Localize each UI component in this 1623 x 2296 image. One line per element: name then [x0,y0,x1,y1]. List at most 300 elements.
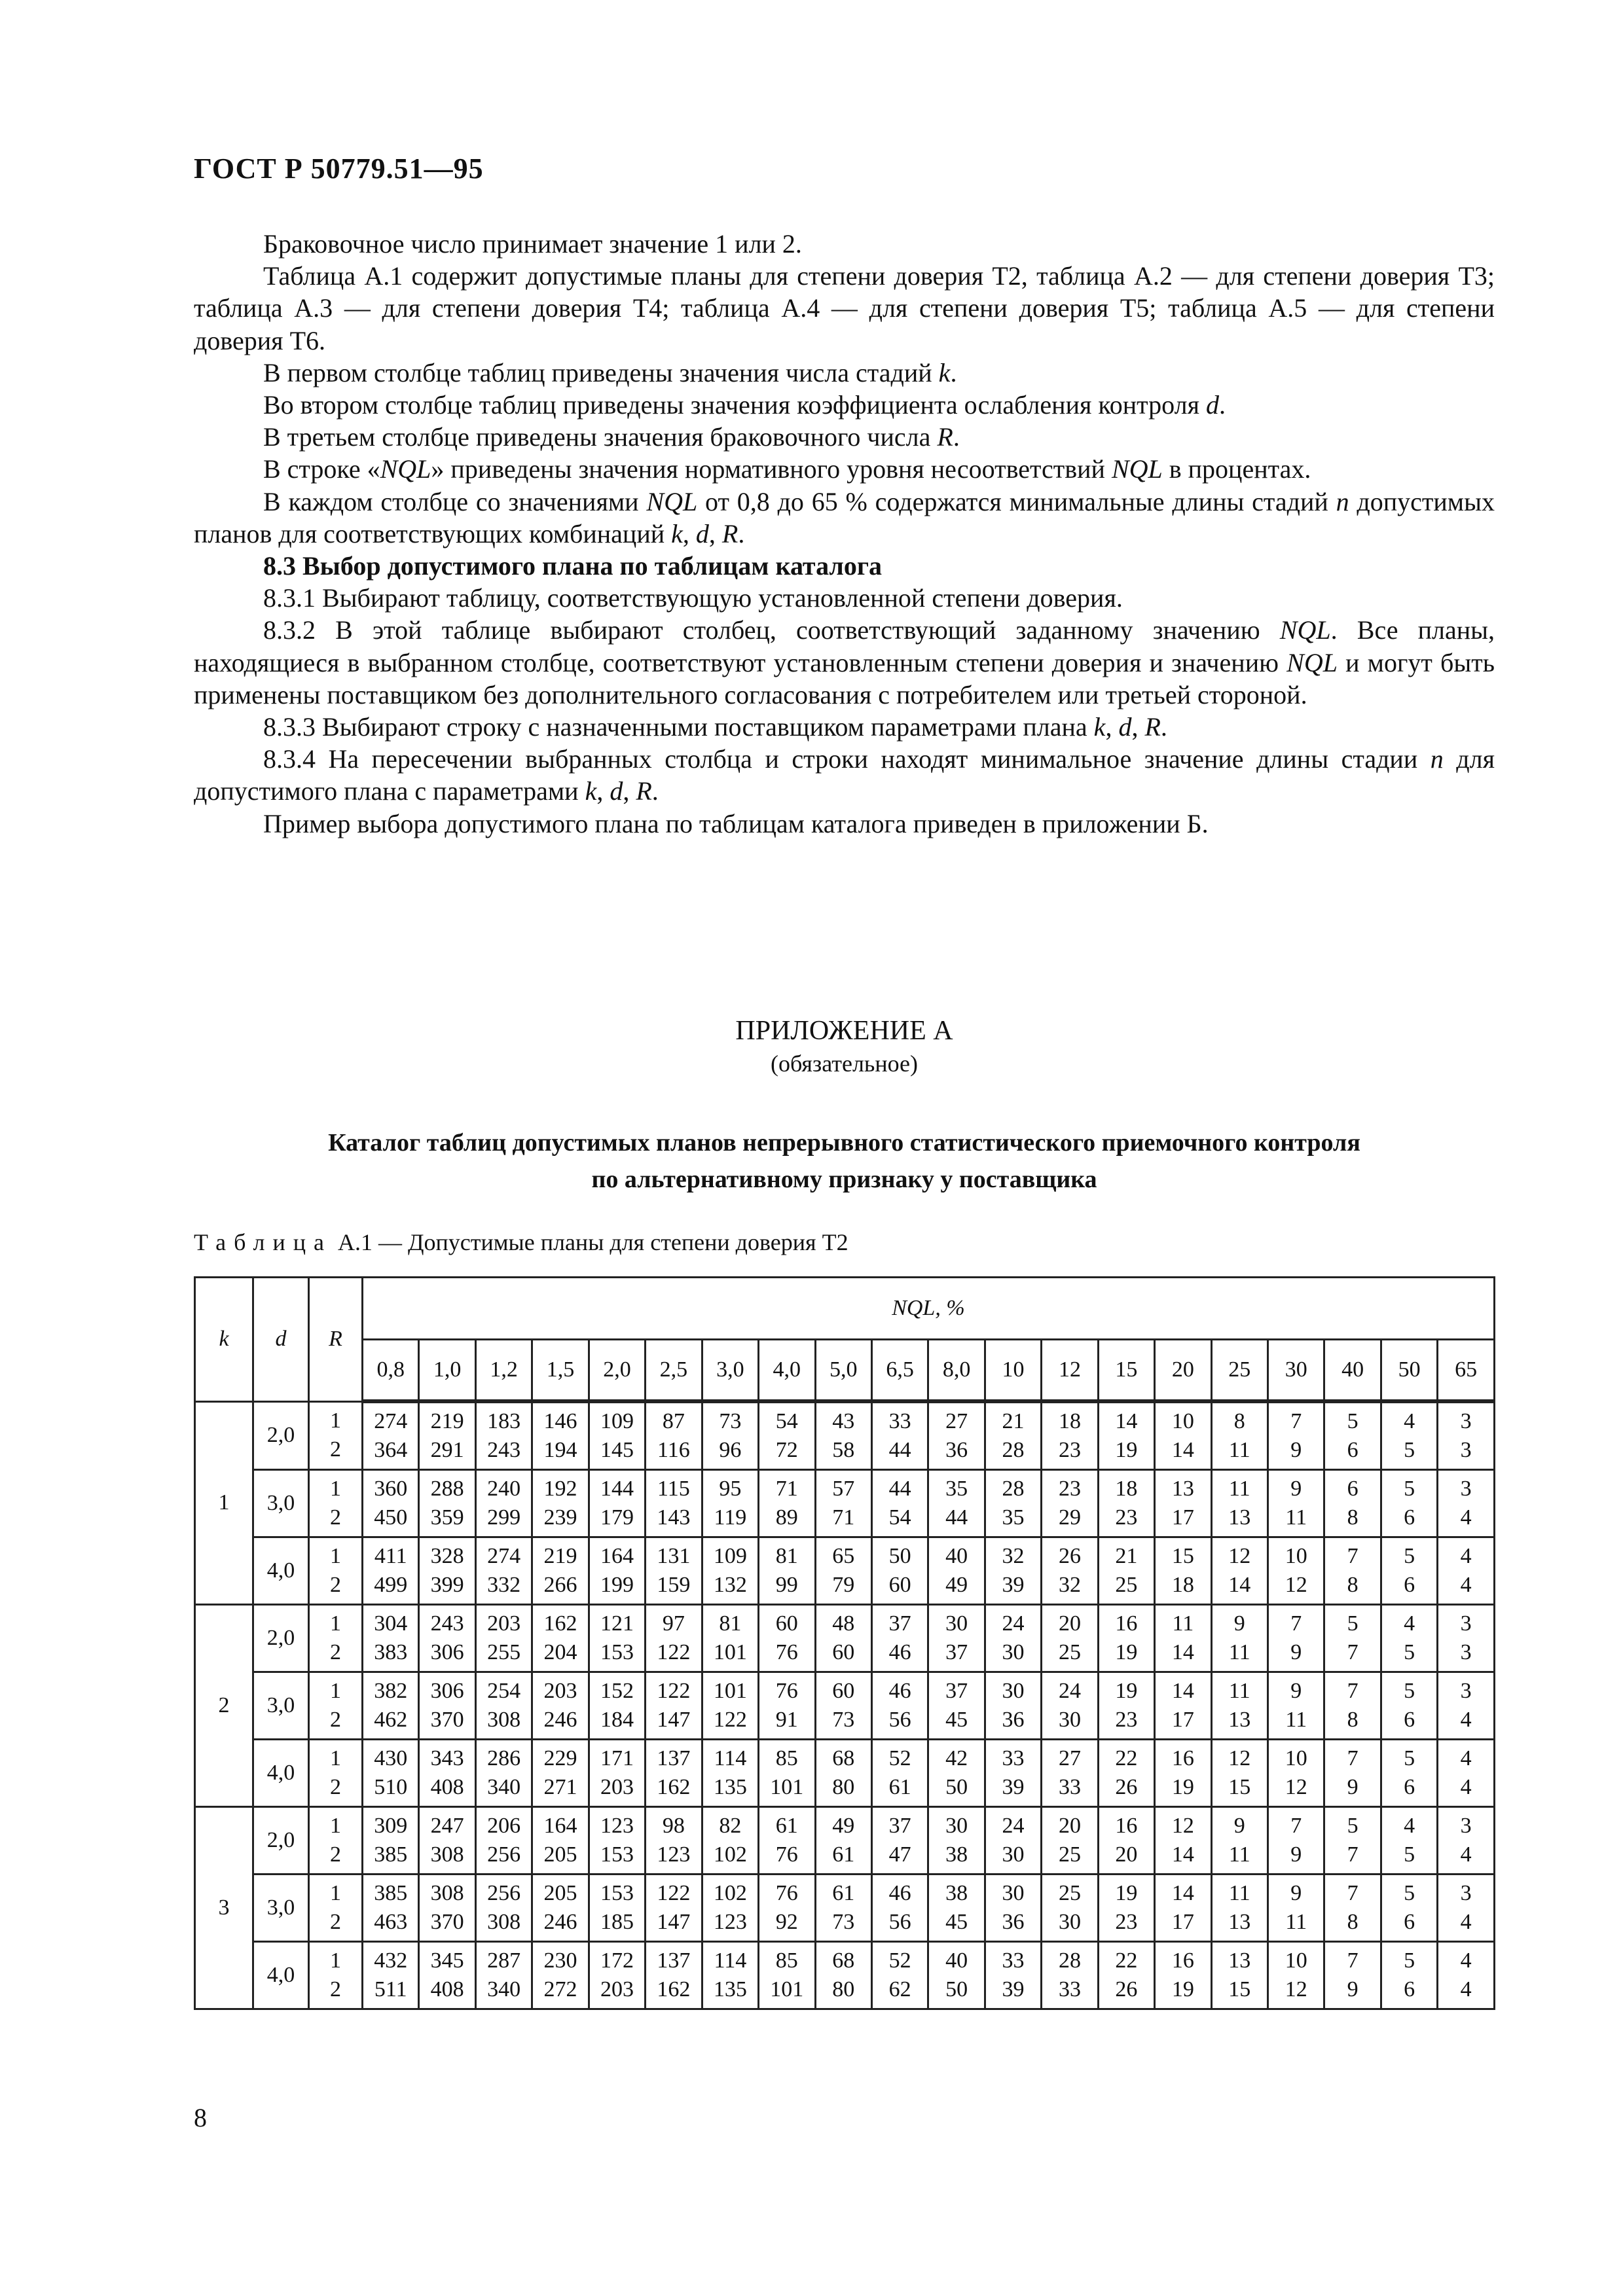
n-value-r1: 10 [1285,1948,1307,1973]
n-value-r1: 10 [1285,1746,1307,1770]
text-run: . [1160,712,1167,742]
cell-n [646,1537,702,1605]
nql-column-header: 10 [985,1340,1041,1402]
n-value-r2: 23 [1115,1708,1138,1732]
n-value-r1: 430 [374,1746,408,1770]
table-row [195,1874,1495,1942]
n-value-r1: 33 [1002,1746,1025,1770]
cell-n [702,1605,758,1672]
n-value-r1: 18 [1058,1409,1081,1433]
n-value-r2: 49 [945,1573,968,1597]
n-value-r1: 122 [657,1881,691,1905]
paragraph [194,582,1495,614]
cell-n [1098,1401,1154,1470]
n-value-r2: 185 [600,1910,634,1934]
cell-n [759,1874,815,1942]
cell-n [702,1401,758,1470]
cell-n [532,1874,589,1942]
n-value-r1: 164 [543,1814,577,1838]
n-value-r1: 40 [945,1948,968,1973]
n-value-r2: 6 [1404,1910,1415,1934]
cell-n [1211,1672,1267,1740]
n-value-r2: 291 [430,1438,464,1462]
n-value-r2: 385 [374,1842,408,1867]
cell-n [815,1740,871,1807]
n-value-r1: 20 [1058,1611,1081,1636]
n-value-r2: 15 [1228,1775,1251,1799]
italic-symbol: R [721,518,739,548]
n-value-r1: 97 [662,1611,685,1636]
n-value-r2: 47 [888,1842,911,1867]
n-value-r2: 33 [1058,1977,1081,2001]
cell-n [1324,1740,1381,1807]
cell-n [1324,1537,1381,1605]
n-value-r1: 9 [1290,1881,1302,1905]
n-value-r2: 9 [1347,1775,1359,1799]
n-value-r2: 246 [543,1708,577,1732]
n-value-r2: 73 [832,1910,855,1934]
cell-n [985,1874,1041,1942]
n-value-r1: 11 [1228,1679,1250,1703]
n-value-r1: 52 [888,1948,911,1973]
cell-n [985,1942,1041,2009]
n-value-r1: 345 [430,1948,464,1973]
n-value-r1: 164 [600,1544,634,1568]
cell-n [1381,1537,1437,1605]
cell-n [702,1942,758,2009]
n-value-r2: 119 [714,1505,747,1530]
cell-n [1268,1605,1324,1672]
n-value-r1: 3 [1460,1881,1472,1905]
n-value-r2: 39 [1002,1977,1025,2001]
n-value-r1: 22 [1115,1948,1138,1973]
n-value-r1: 274 [487,1544,521,1568]
n-value-r1: 16 [1171,1948,1194,1973]
paragraph [194,486,1495,550]
cell-n [759,1740,815,1807]
cell-n [646,1942,702,2009]
cell-n [759,1401,815,1470]
n-value-r2: 29 [1058,1505,1081,1530]
cell-n [1324,1470,1381,1537]
n-value-r2: 32 [1058,1573,1081,1597]
n-value-r2: 11 [1228,1438,1250,1462]
n-value-r2: 4 [1460,1573,1472,1597]
n-value-r2: 340 [487,1977,521,2001]
n-value-r2: 4 [1460,1910,1472,1934]
n-value-r2: 92 [775,1910,798,1934]
cell-r [309,1874,363,1942]
table-row [195,1672,1495,1740]
cell-n [419,1672,475,1740]
cell-n [871,1672,928,1740]
cell-n [589,1672,645,1740]
n-value-r2: 14 [1171,1842,1194,1867]
cell-n [1042,1874,1098,1942]
text-run: 8.3.4 На пересечении выбранных столбца и строки находят минимальное значение длины стадии [263,744,1431,774]
n-value-r1: 98 [662,1814,685,1838]
n-value-r1: 10 [1171,1409,1194,1433]
n-value-r2: 46 [888,1640,911,1664]
n-value-r1: 24 [1002,1611,1025,1636]
n-value-r2: 12 [1285,1977,1307,2001]
n-value-r2: 6 [1404,1775,1415,1799]
n-value-r2: 272 [543,1977,577,2001]
cell-n [928,1401,985,1470]
cell-n [928,1537,985,1605]
cell-n [589,1401,645,1470]
cell-n [1438,1672,1495,1740]
n-value-r1: 46 [888,1881,911,1905]
n-value-r1: 385 [374,1881,408,1905]
n-value-r1: 71 [775,1477,798,1501]
appendix-title: ПРИЛОЖЕНИЕ А [735,1016,953,1046]
n-value-r2: 26 [1115,1977,1138,2001]
cell-n [419,1807,475,1874]
n-value-r2: 14 [1228,1573,1251,1597]
n-value-r2: 332 [487,1573,521,1597]
cell-n [1438,1470,1495,1537]
n-value-r1: 131 [657,1544,691,1568]
r-value-2: 2 [330,1977,341,2001]
cell-n [1268,1537,1324,1605]
n-value-r1: 28 [1002,1477,1025,1501]
cell-n [815,1605,871,1672]
n-value-r2: 7 [1347,1842,1359,1867]
nql-column-header: 5,0 [815,1340,871,1402]
cell-n [1268,1740,1324,1807]
cell-n [759,1537,815,1605]
text-run: 8.3.3 Выбирают строку с назначенными поставщиком параметрами плана [263,712,1094,742]
italic-symbol: NQL [1111,454,1163,484]
table-row [195,1942,1495,2009]
cell-n [871,1605,928,1672]
cell-d: 4,0 [253,1942,309,2009]
n-value-r2: 370 [430,1708,464,1732]
n-value-r1: 49 [832,1814,855,1838]
cell-n [985,1740,1041,1807]
cell-n [532,1942,589,2009]
n-value-r2: 306 [430,1640,464,1664]
n-value-r2: 3 [1460,1438,1472,1462]
cell-n [1268,1672,1324,1740]
n-value-r1: 7 [1347,1544,1359,1568]
cell-n [702,1672,758,1740]
n-value-r1: 54 [775,1409,798,1433]
n-value-r2: 116 [657,1438,690,1462]
cell-n [1211,1740,1267,1807]
paragraph [194,389,1495,421]
n-value-r1: 82 [719,1814,742,1838]
italic-symbol: NQL [1286,647,1338,677]
cell-n [985,1605,1041,1672]
cell-n [363,1740,419,1807]
italic-symbol: R [937,422,953,452]
n-value-r2: 101 [713,1640,747,1664]
n-value-r2: 203 [600,1977,634,2001]
n-value-r1: 16 [1115,1611,1138,1636]
cell-n [928,1740,985,1807]
n-value-r2: 91 [775,1708,798,1732]
n-value-r1: 48 [832,1611,855,1636]
n-value-r1: 33 [1002,1948,1025,1973]
text-run: Во втором столбце таблиц приведены значения коэффициента ослабления контроля [263,390,1206,420]
italic-symbol: R [636,776,652,806]
cell-n [1098,1807,1154,1874]
cell-n [1042,1672,1098,1740]
text-run: Таблица А.1 содержит допустимые планы для степени доверия Т2, таблица А.2 — для степени доверия Т3; таблица А.3 — для степени доверия Т4; таблица А.4 — для степени доверия Т5; таблица А.5 — для степени доверия Т6. [194,261,1495,355]
n-value-r2: 13 [1228,1910,1251,1934]
r-value-2: 2 [330,1640,341,1664]
catalog-title-line-2: по альтернативному признаку у поставщика [591,1166,1097,1193]
n-value-r2: 8 [1347,1573,1359,1597]
cell-n [475,1740,532,1807]
cell-n [475,1605,532,1672]
nql-column-header: 12 [1042,1340,1098,1402]
n-value-r1: 432 [374,1948,408,1973]
header-k: k [195,1278,253,1402]
n-value-r2: 13 [1228,1708,1251,1732]
nql-column-header: 0,8 [363,1340,419,1402]
n-value-r2: 80 [832,1775,855,1799]
r-value-2: 2 [330,1775,341,1799]
cell-n [363,1874,419,1942]
n-value-r1: 183 [487,1409,521,1433]
n-value-r2: 25 [1058,1842,1081,1867]
italic-symbol: NQL [380,454,431,484]
cell-n [1098,1874,1154,1942]
cell-n [1268,1470,1324,1537]
text-run: . [950,357,957,387]
n-value-r2: 30 [1002,1640,1025,1664]
n-value-r1: 21 [1002,1409,1025,1433]
n-value-r2: 11 [1285,1708,1307,1732]
n-value-r1: 95 [719,1477,742,1501]
table-row [195,1537,1495,1605]
text-run: Пример выбора допустимого плана по таблицам каталога приведен в приложении Б. [263,808,1209,838]
cell-n [1098,1740,1154,1807]
italic-symbol: NQL [646,486,698,516]
r-value-1: 1 [330,1477,341,1501]
cell-d: 4,0 [253,1537,309,1605]
n-value-r1: 44 [888,1477,911,1501]
n-value-r2: 499 [374,1573,408,1597]
n-value-r1: 9 [1233,1814,1245,1838]
cell-n [1098,1537,1154,1605]
n-value-r2: 18 [1171,1573,1194,1597]
n-value-r2: 19 [1115,1640,1138,1664]
text-run: от 0,8 до 65 % содержатся минимальные длины стадий [697,486,1336,516]
n-value-r2: 79 [832,1573,855,1597]
n-value-r2: 8 [1347,1910,1359,1934]
nql-column-header: 4,0 [759,1340,815,1402]
n-value-r1: 28 [1058,1948,1081,1973]
cell-n [985,1672,1041,1740]
n-value-r1: 229 [543,1746,577,1770]
n-value-r1: 57 [832,1477,855,1501]
n-value-r2: 308 [487,1708,521,1732]
n-value-r1: 4 [1460,1746,1472,1770]
n-value-r1: 206 [487,1814,521,1838]
n-value-r2: 199 [600,1573,634,1597]
n-value-r1: 243 [430,1611,464,1636]
cell-d: 2,0 [253,1605,309,1672]
cell-n [1155,1740,1211,1807]
nql-column-header: 50 [1381,1340,1437,1402]
n-value-r2: 364 [374,1438,408,1462]
cell-n [1381,1401,1437,1470]
cell-n [532,1740,589,1807]
n-value-r2: 9 [1290,1640,1302,1664]
cell-r [309,1807,363,1874]
n-value-r1: 146 [543,1409,577,1433]
n-value-r2: 122 [657,1640,691,1664]
n-value-r2: 28 [1002,1438,1025,1462]
cell-n [1438,1807,1495,1874]
nql-column-header: 3,0 [702,1340,758,1402]
n-value-r1: 23 [1058,1477,1081,1501]
cell-n [759,1672,815,1740]
n-value-r2: 44 [945,1505,968,1530]
table-caption [194,1227,848,1257]
n-value-r1: 52 [888,1746,911,1770]
n-value-r2: 6 [1404,1505,1415,1530]
n-value-r1: 81 [719,1611,742,1636]
cell-n [871,1807,928,1874]
n-value-r2: 184 [600,1708,634,1732]
n-value-r1: 4 [1460,1948,1472,1973]
text-run: В первом столбце таблиц приведены значения числа стадий [263,357,939,387]
cell-n [702,1874,758,1942]
cell-n [1211,1401,1267,1470]
paragraph [194,711,1495,743]
r-value-2: 2 [330,1505,341,1530]
cell-n [1324,1605,1381,1672]
cell-n [1042,1942,1098,2009]
n-value-r1: 65 [832,1544,855,1568]
n-value-r1: 7 [1290,1409,1302,1433]
cell-n [815,1942,871,2009]
text-run: В строке « [263,454,380,484]
n-value-r1: 12 [1228,1544,1251,1568]
cell-n [589,1470,645,1537]
n-value-r1: 13 [1171,1477,1194,1501]
n-value-r1: 20 [1058,1814,1081,1838]
n-value-r1: 5 [1404,1679,1415,1703]
n-value-r2: 383 [374,1640,408,1664]
n-value-r1: 11 [1228,1881,1250,1905]
paragraph [194,808,1495,840]
cell-n [1211,1807,1267,1874]
cell-n [1042,1537,1098,1605]
text-run: 8.3 Выбор допустимого плана по таблицам каталога [263,551,883,581]
n-value-r1: 11 [1172,1611,1194,1636]
paragraph [194,614,1495,711]
cell-k: 3 [195,1807,253,2009]
n-value-r2: 23 [1115,1910,1138,1934]
text-run: В каждом столбце со значениями [263,486,647,516]
n-value-r1: 102 [713,1881,747,1905]
n-value-r2: 54 [888,1505,911,1530]
n-value-r1: 137 [657,1746,691,1770]
body-text [194,228,1495,840]
cell-k: 1 [195,1401,253,1605]
cell-n [815,1470,871,1537]
n-value-r1: 287 [487,1948,521,1973]
n-value-r2: 71 [832,1505,855,1530]
cell-r [309,1537,363,1605]
n-value-r1: 43 [832,1409,855,1433]
cell-n [1211,1537,1267,1605]
r-value-1: 1 [330,1814,341,1838]
cell-n [702,1807,758,1874]
cell-n [1042,1605,1098,1672]
cell-n [363,1470,419,1537]
n-value-r1: 286 [487,1746,521,1770]
cell-n [759,1807,815,1874]
cell-n [532,1401,589,1470]
n-value-r1: 114 [714,1746,747,1770]
nql-column-header: 15 [1098,1340,1154,1402]
n-value-r2: 5 [1404,1640,1415,1664]
header-nql: NQL, % [363,1278,1495,1340]
n-value-r1: 5 [1347,1814,1359,1838]
cell-n [589,1874,645,1942]
nql-column-header: 40 [1324,1340,1381,1402]
cell-d: 2,0 [253,1401,309,1470]
n-value-r1: 203 [487,1611,521,1636]
n-value-r2: 6 [1347,1438,1359,1462]
cell-r [309,1401,363,1470]
cell-r [309,1942,363,2009]
cell-d: 3,0 [253,1874,309,1942]
italic-symbol: k [671,518,683,548]
n-value-r2: 72 [775,1438,798,1462]
text-run: для допустимого плана с параметрами [194,744,1495,806]
n-value-r2: 255 [487,1640,521,1664]
n-value-r1: 33 [888,1409,911,1433]
cell-n [1381,1740,1437,1807]
n-value-r1: 5 [1404,1746,1415,1770]
n-value-r2: 11 [1228,1842,1250,1867]
n-value-r2: 359 [430,1505,464,1530]
appendix-subtitle: (обязательное) [771,1050,918,1077]
cell-n [475,1942,532,2009]
cell-n [1155,1537,1211,1605]
cell-n [871,1740,928,1807]
paragraph [194,228,1495,260]
cell-n [1324,1942,1381,2009]
text-run: и могут быть применены поставщиком без дополнительного согласования с потребителем или третьей стороной. [194,647,1495,709]
cell-n [1042,1470,1098,1537]
n-value-r1: 25 [1058,1881,1081,1905]
n-value-r1: 7 [1347,1746,1359,1770]
cell-n [702,1740,758,1807]
n-value-r2: 30 [1002,1842,1025,1867]
n-value-r1: 7 [1347,1881,1359,1905]
n-value-r2: 15 [1228,1977,1251,2001]
cell-n [419,1942,475,2009]
cell-n [363,1401,419,1470]
cell-n [815,1807,871,1874]
cell-r [309,1470,363,1537]
n-value-r2: 23 [1115,1505,1138,1530]
cell-n [419,1470,475,1537]
n-value-r2: 62 [888,1977,911,2001]
n-value-r2: 4 [1460,1977,1472,2001]
n-value-r2: 408 [430,1977,464,2001]
cell-n [1381,1807,1437,1874]
